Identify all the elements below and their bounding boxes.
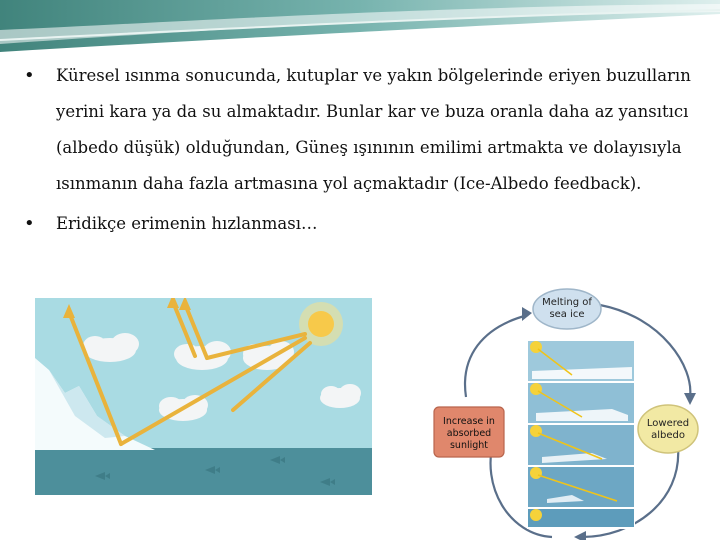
increase-label-line: absorbed: [446, 428, 492, 439]
lowered-label-line: Lowered: [646, 418, 690, 429]
feedback-loop-diagram: [432, 287, 702, 540]
sea-ice-panels: [527, 339, 635, 529]
bullet-icon: •: [24, 213, 35, 234]
melting-label-box: [533, 289, 601, 329]
melting-label-line: Melting of: [542, 297, 592, 308]
header-banner: [0, 0, 720, 60]
increase-label-line: Increase in: [443, 416, 495, 427]
lowered-label-box: [638, 405, 698, 453]
increase-label-line: sunlight: [449, 440, 489, 451]
bullet-text: Küresel ısınma sonucunda, kutuplar ve yakın bölgelerinde eriyen buzulların yerini kara ya da su almaktadır. Bunlar kar ve buza oranla daha az yansıtıcı (albedo düşük) olduğundan, Güneş ışınının emilimi artmakta ve dolayısıyla ısınmanın daha fazla artmasına yol açmaktadır (Ice-Albedo feedback).: [56, 66, 691, 193]
increase-label-box: [434, 407, 504, 457]
sea: [35, 448, 372, 495]
albedo-illustration: [35, 298, 372, 495]
bullet-icon: •: [24, 65, 35, 86]
bullet-item: [22, 58, 702, 202]
bullet-list: [22, 58, 702, 242]
melting-label-line: sea ice: [549, 309, 585, 320]
lowered-label-line: albedo: [651, 430, 685, 441]
bullet-text: Eridikçe erimenin hızlanması…: [56, 214, 318, 233]
bullet-item: [22, 206, 702, 242]
